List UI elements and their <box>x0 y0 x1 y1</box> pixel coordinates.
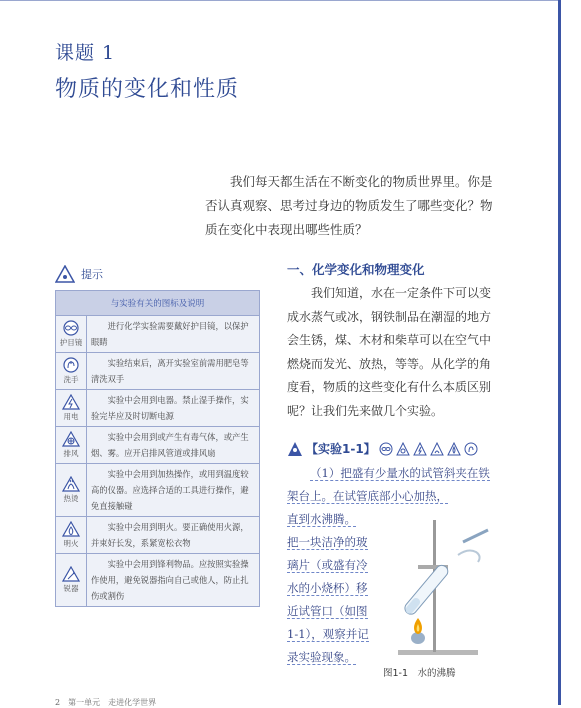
table-row <box>56 554 260 607</box>
tip-label: 提示 <box>81 268 103 281</box>
hot-icon <box>62 476 80 492</box>
table-row <box>56 316 260 353</box>
warning-triangle-icon <box>55 265 75 283</box>
flame-icon <box>62 521 80 537</box>
icon-name: 热烫 <box>63 494 79 503</box>
page-footer: 2 第一单元 走进化学世界 <box>55 698 157 707</box>
goggles-icon <box>379 442 393 456</box>
intro-text: 我们每天都生活在不断变化的物质世界里。你是否认真观察、思考过身边的物质发生了哪些变化？物质在变化中表现出哪些性质？ <box>205 174 493 237</box>
icon-description: 实验中会用到或产生有毒气体，或产生烟、雾。应开启排风管道或排风扇 <box>87 427 260 464</box>
icon-description: 实验中会用到加热操作，或用到温度较高的仪器。应选择合适的工具进行操作，避免直接触碰 <box>87 464 260 517</box>
hand-wash-icon <box>464 442 478 456</box>
sharp-icon <box>62 566 80 582</box>
icon-description: 进行化学实验需要戴好护目镜，以保护眼睛 <box>87 316 260 353</box>
experiment-person-icon <box>287 441 303 457</box>
icon-description: 实验中会用到锋利物品。应按照实验操作使用，避免锐器指向自己或他人，防止扎伤或割伤 <box>87 554 260 607</box>
icon-name: 排风 <box>63 449 79 458</box>
boiling-water-figure <box>378 510 493 660</box>
safety-icons-table <box>55 290 260 607</box>
intro-paragraph <box>205 170 495 242</box>
section-title: 一、化学变化和物理变化 <box>287 262 425 277</box>
table-row <box>56 390 260 427</box>
table-row <box>56 517 260 554</box>
electric-icon <box>62 394 80 410</box>
icon-name: 用电 <box>63 412 79 421</box>
hand-wash-icon <box>62 357 80 373</box>
experiment-step-1a: （1）把盛有少量水的试管斜夹在铁架台上。在试管底部小心加热， <box>287 466 490 503</box>
ventilation-icon <box>62 431 80 447</box>
table-row <box>56 427 260 464</box>
section-paragraph: 我们知道，水在一定条件下可以变成水蒸气或冰，钢铁制品在潮湿的地方会生锈，煤、木材和柴草可以在空气中燃烧而发光、放热，等等。从化学的角度看，物质的这些变化有什么本质区别呢？让我们先来做几个实验。 <box>287 286 492 418</box>
experiment-heading <box>287 440 478 457</box>
icon-name: 明火 <box>63 539 79 548</box>
experiment-step-1c: 把一块洁净的玻璃片（或盛有冷水的小烧杯）移近试管口（如图1-1），观察并记录实验现象。 <box>287 535 369 664</box>
top-rule <box>0 0 558 1</box>
electric-icon <box>413 442 427 456</box>
section-body <box>287 282 497 423</box>
ventilation-icon <box>396 442 410 456</box>
lesson-number: 课题 1 <box>55 42 116 64</box>
figure-caption: 图1-1 水的沸腾 <box>383 668 456 679</box>
tip-heading <box>55 265 103 283</box>
icon-name: 洗手 <box>63 375 79 384</box>
icon-description: 实验中会用到明火。要正确使用火源，并束好长发，系紧宽松衣物 <box>87 517 260 554</box>
icon-description: 实验结束后，离开实验室前需用肥皂等清洗双手 <box>87 353 260 390</box>
table-row <box>56 464 260 517</box>
table-header: 与实验有关的图标及说明 <box>56 291 260 316</box>
icon-name: 护目镜 <box>59 338 83 347</box>
hot-icon <box>430 442 444 456</box>
experiment-step-1b: 直到水沸腾。 <box>287 512 356 526</box>
table-row <box>56 353 260 390</box>
icon-description: 实验中会用到电器。禁止湿手操作，实验完毕应及时切断电源 <box>87 390 260 427</box>
flame-icon <box>447 442 461 456</box>
goggles-icon <box>62 320 80 336</box>
experiment-label: 【实验1-1】 <box>306 442 376 456</box>
icon-name: 锐器 <box>63 584 79 593</box>
lesson-title: 物质的变化和性质 <box>55 77 240 102</box>
